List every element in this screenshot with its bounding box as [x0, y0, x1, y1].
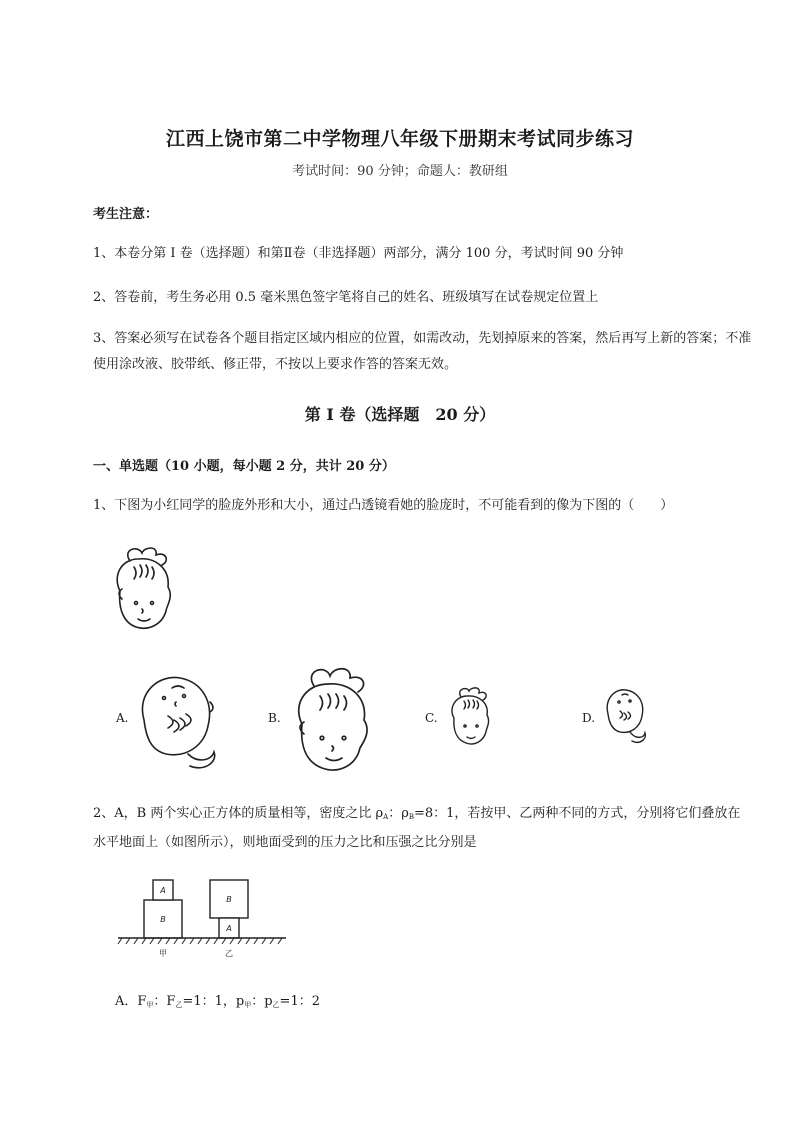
q1-option-a-label[interactable]: A.	[116, 711, 129, 725]
exam-title: 江西上饶市第二中学物理八年级下册期末考试同步练习	[165, 128, 634, 150]
q2-a-part1: A．F	[115, 994, 147, 1009]
jia-label-b: B	[160, 915, 166, 924]
jia-label-a: A	[160, 886, 166, 895]
q2-a-sub2: 乙	[175, 1001, 183, 1009]
question-2-text	[93, 801, 753, 856]
yi-label-a: A	[226, 924, 232, 933]
label-jia: 甲	[159, 949, 167, 958]
q2-text-part2: ：ρ	[388, 806, 409, 821]
q2-sub-b: B	[408, 813, 414, 821]
q2-option-a[interactable]	[115, 990, 320, 1010]
q1-option-c-label[interactable]: C.	[425, 711, 438, 725]
notice-item-2: 2、答卷前，考生务必用 0.5 毫米黑色签字笔将自己的姓名、班级填写在试卷规定位置上	[93, 290, 599, 305]
q2-text-part3: =8：1，若按甲、乙两种不同的方式，分别将它们叠放在水平地面上（如图所示），则地面受到的压力之比和压强之比分别是	[93, 806, 741, 850]
label-yi: 乙	[225, 949, 233, 958]
q2-a-part2: ：F	[153, 994, 176, 1009]
q1-option-a-face-inverted	[128, 668, 224, 772]
q2-text-part1: 2、A，B 两个实心正方体的质量相等，密度之比 ρ	[93, 806, 384, 821]
section-title: 第 I 卷（选择题 20 分）	[304, 405, 496, 424]
q2-a-sub4: 乙	[272, 1001, 280, 1009]
q1-option-d-label[interactable]: D.	[582, 711, 596, 725]
q2-a-part5: =1：2	[279, 994, 320, 1009]
q1-option-d-face-small-inverted	[600, 684, 650, 746]
q1-option-b-label[interactable]: B.	[268, 711, 281, 725]
q2-sub-a: A	[383, 813, 389, 821]
yi-label-b: B	[226, 895, 232, 904]
reference-face-image	[108, 545, 180, 633]
notice-item-1: 1、本卷分第 I 卷（选择题）和第Ⅱ卷（非选择题）两部分，满分 100 分，考试时间 90 分钟	[93, 246, 624, 261]
part-heading: 一、单选题（10 小题，每小题 2 分，共计 20 分）	[93, 459, 395, 474]
q1-option-b-face-enlarged	[288, 666, 380, 776]
q1-option-c-face-small	[446, 686, 496, 748]
exam-subtitle: 考试时间：90 分钟；命题人：教研组	[292, 164, 508, 179]
q2-a-part3: =1：1，p	[182, 994, 245, 1009]
notice-item-3: 3、答案必须写在试卷各个题目指定区域内相应的位置，如需改动，先划掉原来的答案，然后再写上新的答案；不准使用涂改液、胶带纸、修正带，不按以上要求作答的答案无效。	[93, 331, 752, 372]
q2-blocks-figure	[112, 870, 292, 962]
q2-a-part4: ：p	[251, 994, 273, 1009]
q2-a-sub1: 甲	[146, 1001, 154, 1009]
question-1-text: 1、下图为小红同学的脸庞外形和大小，通过凸透镜看她的脸庞时，不可能看到的像为下图的（ ）	[93, 498, 674, 513]
notice-heading: 考生注意：	[93, 207, 159, 222]
q2-a-sub3: 甲	[244, 1001, 252, 1009]
